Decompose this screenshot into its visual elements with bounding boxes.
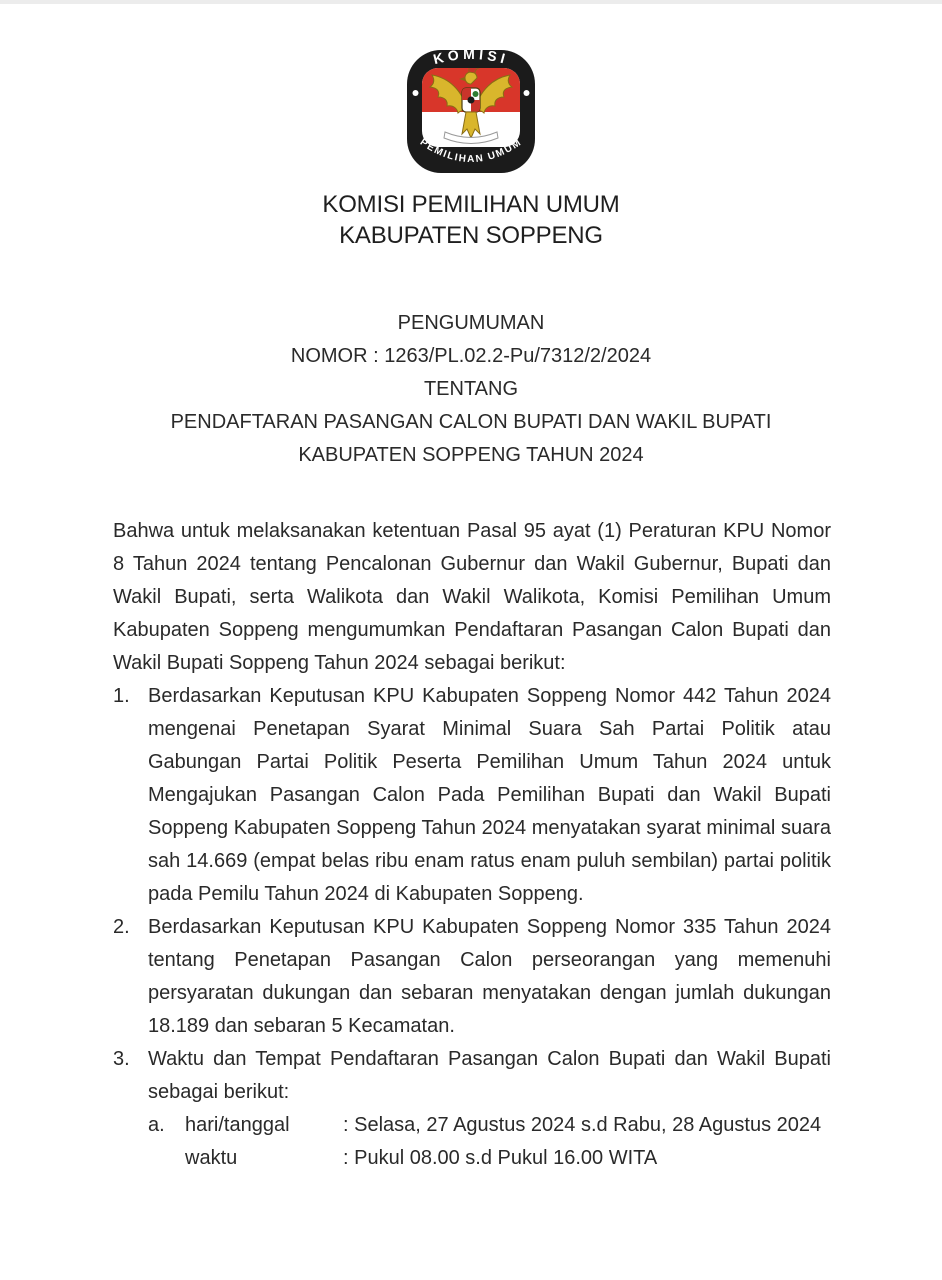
doc-title: PENGUMUMAN: [397, 312, 545, 334]
schedule-row-time: [148, 1142, 831, 1175]
schedule-value-date: : Selasa, 27 Agustus 2024 s.d Rabu, 28 Agustus 2024: [343, 1114, 822, 1136]
organization-name: [0, 189, 942, 251]
item-number: 3.: [113, 1048, 130, 1070]
kpu-logo: [405, 48, 537, 175]
logo-right-dot: [524, 90, 530, 96]
list-item-2: [113, 911, 831, 1043]
item-number: 2.: [113, 916, 130, 938]
list-item-3: [113, 1043, 831, 1109]
kpu-logo-icon: [405, 48, 537, 175]
doc-number: NOMOR : 1263/PL.02.2-Pu/7312/2/2024: [290, 345, 652, 367]
title-block: [0, 307, 942, 472]
doc-subject-line2: KABUPATEN SOPPENG TAHUN 2024: [298, 444, 644, 466]
logo-left-dot: [413, 90, 419, 96]
list-item-1: [113, 680, 831, 911]
numbered-list: [113, 680, 831, 1175]
schedule-label-date: hari/tanggal: [185, 1114, 290, 1136]
doc-about-label: TENTANG: [423, 378, 519, 400]
schedule-letter: a.: [148, 1114, 165, 1136]
item-text: Berdasarkan Keputusan KPU Kabupaten Soppeng Nomor 335 Tahun 2024 tentang Penetapan Pasangan Calon perseorangan yang memenuhi persyaratan dukungan dan sebaran menyatakan dengan jumlah dukungan 18.189 dan sebaran 5 Kecamatan.: [148, 916, 831, 1037]
logo-bottom-text: PEMILIHAN UMUM: [417, 136, 525, 166]
item-text: Berdasarkan Keputusan KPU Kabupaten Soppeng Nomor 442 Tahun 2024 mengenai Penetapan Syarat Minimal Suara Sah Partai Politik atau Gabungan Partai Politik Peserta Pemilihan Umum Tahun 2024 untuk Mengajukan Pasangan Calon Pada Pemilihan Bupati dan Wakil Bupati Soppeng Kabupaten Soppeng Tahun 2024 menyatakan syarat minimal suara sah 14.669 (empat belas ribu enam ratus enam puluh sembilan) partai politik pada Pemilu Tahun 2024 di Kabupaten Soppeng.: [148, 685, 831, 905]
schedule-list: [148, 1109, 831, 1175]
org-name-line1: KOMISI PEMILIHAN UMUM: [322, 191, 620, 218]
schedule-label-time: waktu: [185, 1147, 238, 1169]
intro-paragraph: Bahwa untuk melaksanakan ketentuan Pasal 95 ayat (1) Peraturan KPU Nomor 8 Tahun 2024 tentang Pencalonan Gubernur dan Wakil Gubernur, Bupati dan Wakil Bupati, serta Walikota dan Wakil Walikota, Komisi Pemilihan Umum Kabupaten Soppeng mengumumkan Pendaftaran Pasangan Calon Bupati dan Wakil Bupati Soppeng Tahun 2024 sebagai berikut:: [113, 520, 831, 674]
schedule-value-time: : Pukul 08.00 s.d Pukul 16.00 WITA: [343, 1147, 658, 1169]
doc-subject-line1: PENDAFTARAN PASANGAN CALON BUPATI DAN WAKIL BUPATI: [170, 411, 772, 433]
logo-top-text: KOMISI: [431, 48, 511, 68]
letterhead: [0, 4, 942, 251]
item-text: Waktu dan Tempat Pendaftaran Pasangan Calon Bupati dan Wakil Bupati sebagai berikut:: [148, 1048, 831, 1103]
item-number: 1.: [113, 685, 130, 707]
schedule-row-date: [148, 1109, 831, 1142]
org-name-line2: KABUPATEN SOPPENG: [339, 222, 603, 249]
document-body: [113, 515, 831, 1175]
